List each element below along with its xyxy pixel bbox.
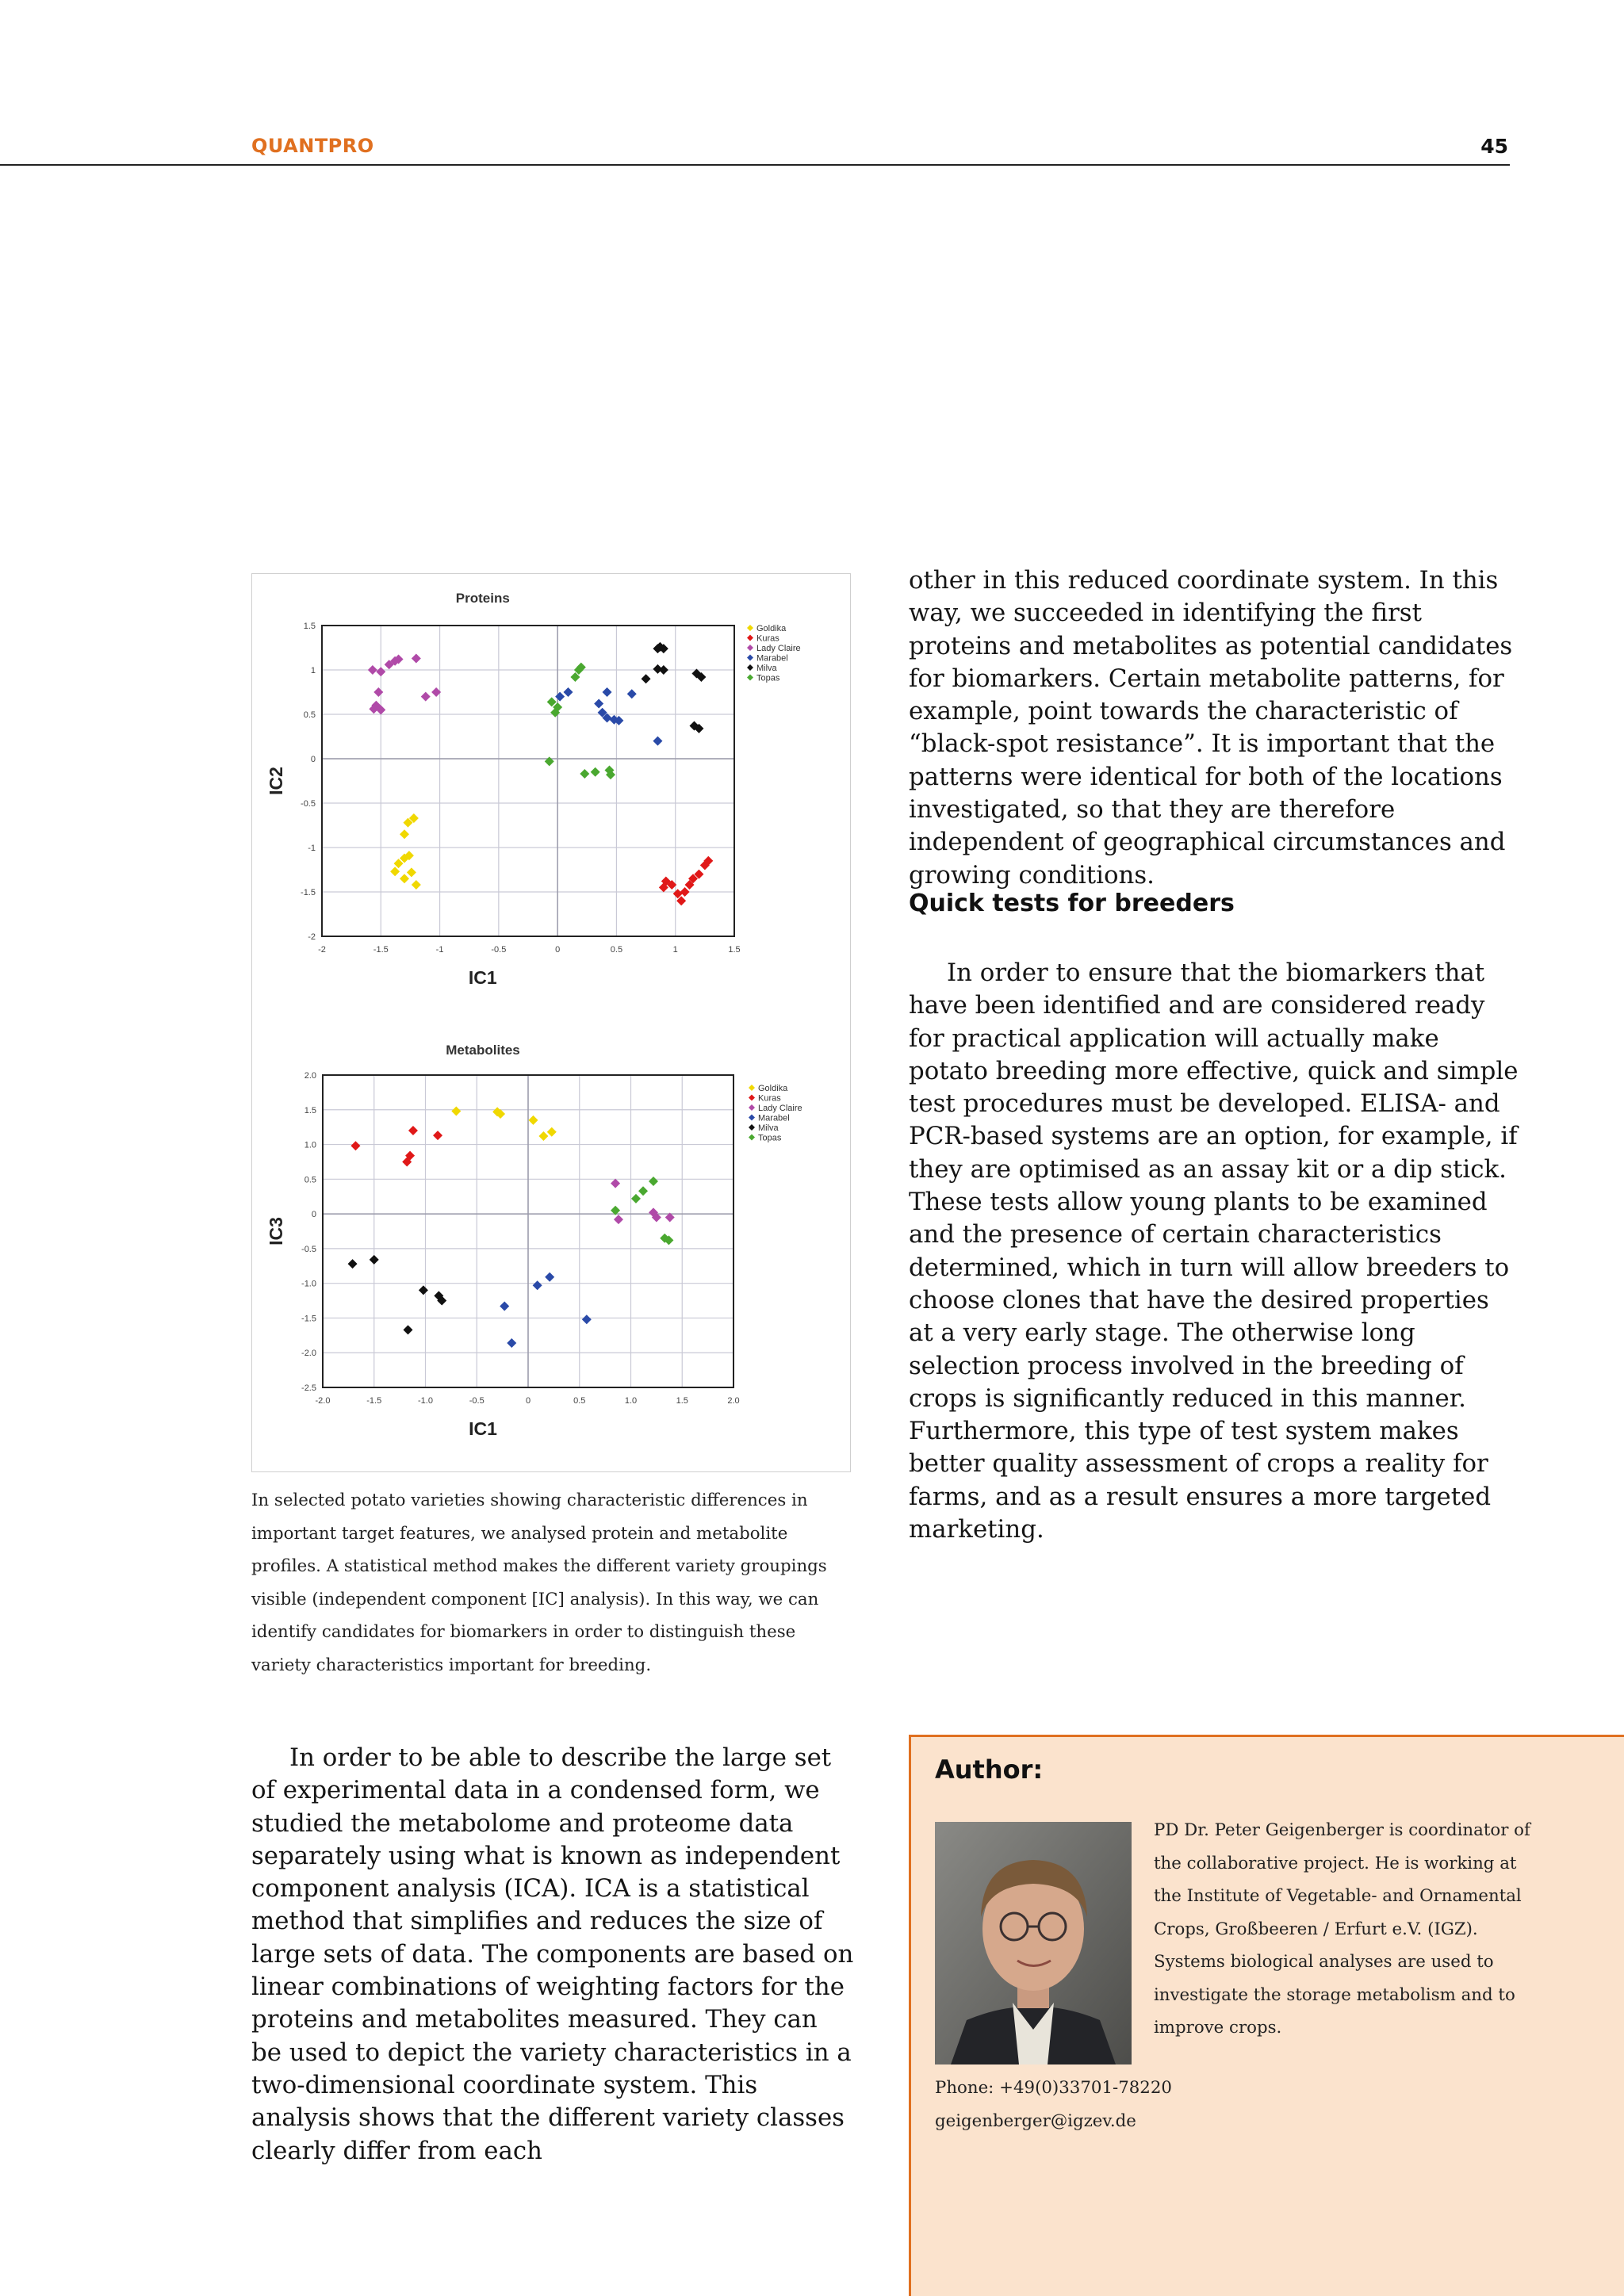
data-point bbox=[603, 687, 612, 697]
data-point bbox=[564, 687, 573, 697]
legend-marker bbox=[747, 655, 753, 661]
page-number: 45 bbox=[1480, 135, 1508, 158]
author-box-title: Author: bbox=[935, 1755, 1044, 1785]
data-point bbox=[631, 1194, 641, 1203]
x-tick-label: 0.5 bbox=[573, 1396, 586, 1406]
chart-2 bbox=[266, 1043, 802, 1439]
legend-entry: Lady Claire bbox=[758, 1104, 802, 1113]
data-point bbox=[368, 665, 377, 675]
author-box bbox=[909, 1735, 1624, 2296]
legend-entry: Goldika bbox=[756, 624, 787, 633]
data-point bbox=[582, 1314, 592, 1324]
data-point bbox=[451, 1107, 461, 1116]
x-tick-label: 1 bbox=[672, 945, 678, 955]
data-point bbox=[638, 1186, 648, 1196]
y-tick-label: -1.0 bbox=[301, 1279, 316, 1289]
legend-entry: Milva bbox=[758, 1123, 779, 1133]
header-divider bbox=[0, 164, 1510, 166]
author-photo bbox=[935, 1822, 1132, 2064]
y-axis-label: IC3 bbox=[266, 1217, 286, 1246]
legend-marker bbox=[747, 635, 753, 641]
y-tick-label: 1.5 bbox=[303, 622, 316, 631]
y-axis-label: IC2 bbox=[266, 767, 286, 795]
x-tick-label: 0 bbox=[525, 1396, 531, 1406]
y-tick-label: 0.5 bbox=[303, 710, 316, 720]
x-tick-label: 2.0 bbox=[727, 1396, 740, 1406]
figure-caption bbox=[251, 1484, 854, 1682]
data-point bbox=[547, 1127, 557, 1137]
legend-entry: Marabel bbox=[758, 1113, 790, 1123]
data-point bbox=[412, 653, 421, 663]
data-point bbox=[653, 737, 662, 746]
x-tick-label: -0.5 bbox=[469, 1396, 485, 1406]
x-tick-label: -1.0 bbox=[418, 1396, 433, 1406]
data-point bbox=[370, 1255, 379, 1265]
data-point bbox=[507, 1338, 516, 1348]
x-tick-label: -1.5 bbox=[373, 945, 389, 955]
data-point bbox=[533, 1280, 542, 1290]
y-tick-label: -2.5 bbox=[301, 1383, 316, 1393]
legend-entry: Topas bbox=[758, 1133, 782, 1143]
right-column-text-2 bbox=[909, 957, 1519, 1546]
legend-marker bbox=[749, 1104, 755, 1111]
right-paragraph-2: In order to ensure that the biomarkers that have been identified and are considered ready for practical application will actually make potato breeding more effective, quick and simple test procedures must be developed. ELISA- and PCR-based systems are an option, for example, if they are optimised as an assay kit or a dip stick. These tests allow young plants to be examined and the presence of certain characteristics determined, which in turn will allow breeders to choose clones that have the desired properties at a very early stage. The otherwise long selection process involved in the breeding of crops is significantly reduced in this manner. Furthermore, this type of test system makes better quality assessment of crops a reality for farms, and as a result ensures a more targeted marketing. bbox=[909, 959, 1519, 1544]
x-tick-label: -2.0 bbox=[315, 1396, 331, 1406]
data-point bbox=[407, 867, 416, 877]
data-point bbox=[545, 1272, 554, 1282]
data-point bbox=[555, 692, 565, 702]
left-paragraph: In order to be able to describe the large set of experimental data in a condensed form, we studied the metabolome and proteome data separately using what is known as independent component analysis (ICA). ICA is a statistical method that simplifies and reduces the size of large sets of data. The components are based on linear combinations of weighting factors for the proteins and metabolites measured. They can be used to depict the variety characteristics in a two-dimensional coordinate system. This analysis shows that the different variety classes clearly differ from each bbox=[251, 1743, 854, 2165]
chart-title: Metabolites bbox=[446, 1043, 520, 1058]
data-point bbox=[614, 1215, 623, 1224]
y-tick-label: -1 bbox=[308, 844, 316, 853]
author-portrait-image bbox=[935, 1822, 1132, 2064]
section-heading: Quick tests for breeders bbox=[909, 890, 1235, 917]
author-contact bbox=[935, 2072, 1172, 2137]
x-tick-label: 1.5 bbox=[676, 1396, 688, 1406]
running-header-brand: QUANTPRO bbox=[251, 135, 374, 157]
legend-marker bbox=[747, 675, 753, 681]
y-tick-label: 1.5 bbox=[304, 1105, 316, 1115]
y-tick-label: 1 bbox=[310, 666, 316, 675]
legend-entry: Kuras bbox=[756, 633, 779, 644]
data-point bbox=[419, 1285, 428, 1295]
data-point bbox=[500, 1302, 509, 1311]
data-point bbox=[659, 665, 668, 675]
x-tick-label: 0.5 bbox=[610, 945, 623, 955]
right-paragraph-1: other in this reduced coordinate system. In this way, we succeeded in identifying the first proteins and metabolites as potential candidates for biomarkers. Certain metabolite patterns, for example, point towards the characteristic of “black-spot resistance”. It is important that the patterns were identical for both of the locations investigated, so that they are therefore independent of geographical circumstances and growing conditions. bbox=[909, 566, 1513, 890]
y-tick-label: 0 bbox=[311, 1210, 316, 1220]
data-point bbox=[348, 1259, 358, 1269]
legend-marker bbox=[747, 625, 753, 631]
x-axis-label: IC1 bbox=[468, 967, 497, 988]
data-point bbox=[580, 769, 589, 779]
y-tick-label: -0.5 bbox=[301, 1244, 316, 1254]
y-tick-label: 2.0 bbox=[304, 1071, 316, 1081]
data-point bbox=[408, 1126, 418, 1135]
figure-panel bbox=[251, 573, 851, 1472]
data-point bbox=[642, 674, 651, 683]
legend-marker bbox=[747, 645, 753, 651]
figure-charts bbox=[252, 574, 850, 1471]
data-point bbox=[611, 1179, 620, 1188]
data-point bbox=[627, 689, 637, 698]
legend-marker bbox=[749, 1124, 755, 1131]
legend-entry: Marabel bbox=[756, 653, 788, 664]
data-point bbox=[538, 1131, 548, 1141]
x-tick-label: -0.5 bbox=[491, 945, 507, 955]
data-point bbox=[591, 767, 600, 777]
x-tick-label: 0 bbox=[555, 945, 561, 955]
data-point bbox=[545, 756, 554, 766]
y-tick-label: -2 bbox=[308, 932, 316, 942]
legend-marker bbox=[749, 1095, 755, 1101]
data-point bbox=[412, 880, 421, 890]
y-tick-label: -2.0 bbox=[301, 1349, 316, 1359]
legend-marker bbox=[749, 1085, 755, 1091]
legend-marker bbox=[749, 1115, 755, 1121]
y-tick-label: 0 bbox=[310, 755, 316, 764]
data-point bbox=[528, 1115, 538, 1125]
legend-entry: Topas bbox=[756, 673, 780, 683]
data-point bbox=[373, 687, 383, 697]
y-tick-label: -1.5 bbox=[301, 1314, 316, 1324]
legend-entry: Lady Claire bbox=[756, 644, 801, 653]
y-tick-label: -1.5 bbox=[301, 888, 316, 897]
x-axis-label: IC1 bbox=[469, 1418, 497, 1439]
legend-marker bbox=[749, 1135, 755, 1141]
left-column-text bbox=[251, 1742, 854, 2168]
x-tick-label: -1.5 bbox=[366, 1396, 382, 1406]
data-point bbox=[421, 692, 431, 702]
data-point bbox=[649, 1177, 658, 1186]
right-column-text bbox=[909, 564, 1519, 892]
chart-title: Proteins bbox=[455, 591, 510, 606]
data-point bbox=[403, 1325, 412, 1334]
legend-entry: Milva bbox=[756, 664, 777, 673]
y-tick-label: 1.0 bbox=[304, 1140, 316, 1150]
legend-marker bbox=[747, 664, 753, 671]
data-point bbox=[390, 867, 400, 876]
y-tick-label: -0.5 bbox=[301, 799, 316, 809]
data-point bbox=[594, 699, 603, 709]
data-point bbox=[400, 829, 409, 839]
y-tick-label: 0.5 bbox=[304, 1175, 316, 1185]
author-phone: Phone: +49(0)33701-78220 bbox=[935, 2078, 1172, 2098]
figure-caption-text: In selected potato varieties showing characteristic differences in important target features, we analysed protein and metabolite profiles. A statistical method makes the different variety groupings visible (independent component [IC] analysis). In this way, we can identify candidates for biomarkers in order to distinguish these variety characteristics important for breeding. bbox=[251, 1490, 827, 1675]
data-point bbox=[433, 1131, 442, 1140]
data-point bbox=[680, 887, 690, 897]
x-tick-label: -1 bbox=[435, 945, 444, 955]
x-tick-label: 1.0 bbox=[624, 1396, 638, 1406]
legend-entry: Kuras bbox=[758, 1093, 781, 1104]
legend-entry: Goldika bbox=[758, 1084, 788, 1093]
chart-1 bbox=[266, 591, 801, 988]
data-point bbox=[350, 1141, 360, 1150]
x-tick-label: -2 bbox=[318, 945, 326, 955]
data-point bbox=[376, 667, 385, 676]
x-tick-label: 1.5 bbox=[728, 945, 741, 955]
author-bio: PD Dr. Peter Geigenberger is coordinator of the collaborative project. He is working at the Institute of Vegetable- and Ornamental Crops, Großbeeren / Erfurt e.V. (IGZ). Systems biological analyses are used to investigate the storage metabolism and to improve crops. bbox=[1154, 1820, 1530, 2038]
data-point bbox=[400, 874, 409, 883]
author-email-link[interactable]: geigenberger@igzev.de bbox=[935, 2110, 1136, 2131]
